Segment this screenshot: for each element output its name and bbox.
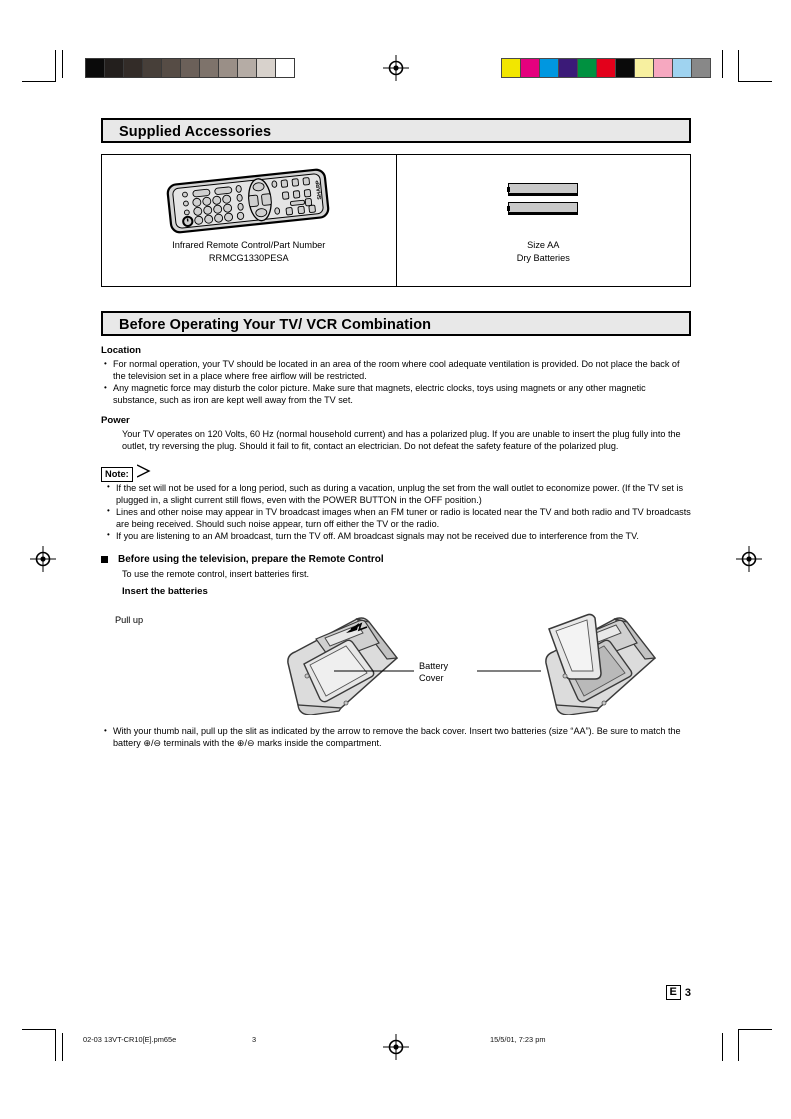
accessory-caption-batteries-line1: Size AA bbox=[527, 240, 560, 250]
color-swatch-2 bbox=[539, 58, 559, 78]
color-swatch-10 bbox=[691, 58, 711, 78]
heading-remote-preparation-label: Before using the television, prepare the Remote Control bbox=[118, 554, 384, 566]
registration-mark-left-middle bbox=[30, 546, 56, 572]
heading-remote-preparation bbox=[101, 554, 691, 565]
list-item: • If you are listening to an AM broadcast, turn the TV off. AM broadcast signals may not be received due to interference from the TV. bbox=[104, 530, 691, 542]
accessory-caption-remote bbox=[102, 239, 396, 264]
footer-page-number: 3 bbox=[252, 1035, 257, 1044]
note-label: Note: bbox=[101, 467, 133, 482]
battery-top bbox=[508, 183, 578, 196]
grayscale-swatch-9 bbox=[256, 58, 276, 78]
list-item: • If the set will not be used for a long period, such as during a vacation, unplug the set from the wall outlet to economize power. (If the TV set is plugged in, a slight current still flows, even with the POWER BUTTON in the OFF position.) bbox=[104, 482, 691, 506]
color-calibration-wedge bbox=[501, 58, 710, 78]
grayscale-swatch-6 bbox=[199, 58, 219, 78]
accessory-caption-batteries-line2: Dry Batteries bbox=[516, 252, 570, 263]
remote-prep-intro: To use the remote control, insert batteries first. bbox=[122, 569, 310, 580]
color-swatch-3 bbox=[558, 58, 578, 78]
note-badge-wrapper bbox=[101, 464, 691, 479]
remote-back-open bbox=[546, 615, 655, 716]
list-item: • With your thumb nail, pull up the slit as indicated by the arrow to remove the back cover. Insert two batteries (size “AA”). Be sure to match the battery ⊕/⊖ terminals with the ⊕/⊖ marks inside the compartment. bbox=[101, 725, 691, 749]
crop-mark-top-right-bar bbox=[722, 50, 726, 78]
grayscale-swatch-7 bbox=[218, 58, 238, 78]
figure-label-battery-cover-line1: Battery bbox=[419, 661, 449, 672]
page-number-badge bbox=[666, 985, 691, 1000]
location-bullet-list bbox=[101, 358, 691, 406]
crop-mark-bottom-right bbox=[738, 1029, 788, 1061]
registration-mark-right-middle bbox=[736, 546, 762, 572]
battery-insertion-figure bbox=[101, 603, 691, 715]
registration-mark-bottom-center bbox=[383, 1034, 409, 1060]
page-number: 3 bbox=[684, 986, 691, 999]
heading-insert-batteries: Insert the batteries bbox=[122, 586, 208, 598]
grayscale-swatch-8 bbox=[237, 58, 257, 78]
grayscale-swatch-5 bbox=[180, 58, 200, 78]
supplied-accessories-box bbox=[101, 154, 691, 287]
note-arrow-icon bbox=[137, 464, 153, 484]
grayscale-calibration-wedge bbox=[85, 58, 294, 78]
crop-mark-bottom-left-bar bbox=[62, 1033, 66, 1061]
color-swatch-8 bbox=[653, 58, 673, 78]
color-swatch-0 bbox=[501, 58, 521, 78]
remote-back-closed bbox=[288, 618, 397, 715]
closing-bullet-list bbox=[101, 725, 691, 749]
section-header-supplied-accessories: Supplied Accessories bbox=[101, 118, 691, 143]
list-item: • Any magnetic force may disturb the color picture. Make sure that magnets, electric clocks, toys using magnets or any other magnetic substance, such as iron are kept well away from the TV set. bbox=[101, 382, 691, 406]
heading-power: Power bbox=[101, 415, 130, 427]
color-swatch-7 bbox=[634, 58, 654, 78]
svg-text:SHARP: SHARP bbox=[315, 179, 324, 200]
accessory-item-remote-control bbox=[102, 155, 397, 286]
heading-location: Location bbox=[101, 345, 141, 356]
list-item: • Lines and other noise may appear in TV broadcast images when an FM tuner or radio is located near the TV and both radio and TV broadcasts are being received. Should such noise appear, turn off either the TV or the radio. bbox=[104, 506, 691, 530]
color-swatch-9 bbox=[672, 58, 692, 78]
color-swatch-6 bbox=[615, 58, 635, 78]
section-header-before-operating: Before Operating Your TV/ VCR Combination bbox=[101, 311, 691, 336]
note-bullet-list bbox=[104, 482, 691, 542]
registration-mark-top-center bbox=[383, 55, 409, 81]
color-swatch-5 bbox=[596, 58, 616, 78]
grayscale-swatch-0 bbox=[85, 58, 105, 78]
page-content bbox=[101, 118, 691, 999]
color-swatch-4 bbox=[577, 58, 597, 78]
accessory-item-batteries bbox=[397, 155, 691, 286]
accessory-caption-remote-line2: RRMCG1330PESA bbox=[208, 252, 289, 263]
square-bullet-icon bbox=[101, 556, 108, 563]
power-paragraph: Your TV operates on 120 Volts, 60 Hz (normal household current) and has a polarized plug. If you are unable to insert the plug fully into the outlet, try reversing the plug. Should it fail to fit, contact an electrician. Do not defeat the safety feature of the polarized plug. bbox=[122, 429, 681, 452]
grayscale-swatch-2 bbox=[123, 58, 143, 78]
color-swatch-1 bbox=[520, 58, 540, 78]
list-item: • For normal operation, your TV should be located in an area of the room where cool adequate ventilation is provided. Do not place the back of the television set in a place where free airflow will be restricted. bbox=[101, 358, 691, 382]
battery-bottom bbox=[508, 202, 578, 215]
grayscale-swatch-10 bbox=[275, 58, 295, 78]
crop-mark-top-left-bar bbox=[62, 50, 66, 78]
grayscale-swatch-4 bbox=[161, 58, 181, 78]
page-language-letter: E bbox=[666, 985, 681, 1000]
footer-filename: 02-03 13VT-CR10[E].pm65e bbox=[83, 1035, 177, 1044]
remote-control-illustration bbox=[102, 167, 396, 235]
accessory-caption-remote-line1: Infrared Remote Control/Part Number bbox=[172, 240, 326, 250]
grayscale-swatch-1 bbox=[104, 58, 124, 78]
aa-batteries-illustration bbox=[397, 163, 691, 221]
accessory-caption-batteries bbox=[397, 239, 691, 264]
grayscale-swatch-3 bbox=[142, 58, 162, 78]
crop-mark-bottom-right-bar bbox=[722, 1033, 726, 1061]
footer-timestamp: 15/5/01, 7:23 pm bbox=[490, 1035, 546, 1044]
figure-label-pull-up: Pull up bbox=[115, 615, 144, 626]
figure-label-battery-cover-line2: Cover bbox=[419, 673, 444, 684]
crop-mark-top-right bbox=[738, 50, 788, 82]
